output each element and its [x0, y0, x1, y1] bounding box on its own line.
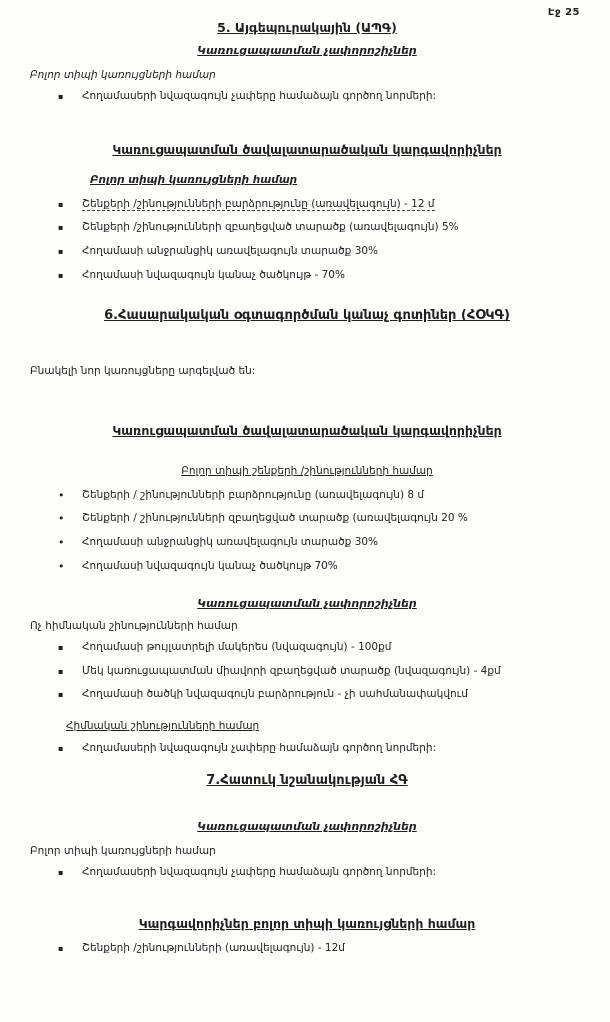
- list-item-text: Շենքերի /շինությունների բարձրությունը (առավելագույն) - 12 մ: [82, 197, 435, 210]
- list-item: • Շենքերի / շինությունների զբաղեցված տարածք (առավելագույն 20 %: [58, 512, 584, 526]
- section-7-regulators-list: [58, 942, 584, 956]
- list-item: ▪ Հողամասի ծածկի նվազագույն բարձրություն - չի սահմանափակվում: [58, 688, 584, 702]
- list-item: ▪ Հողամասի թույլատրելի մակերես (նվազագույն) - 100քմ: [58, 641, 584, 655]
- list-item: ▪ Հողամասերի նվազագույն չափերը համաձայն գործող նորմերի:: [58, 742, 584, 756]
- section-6-title: 6.Հասարակական օգտագործման կանաչ գոտիներ (ՀՕԿԳ): [104, 308, 510, 324]
- section-5-all-types-label: Բոլոր տիպի կառույցների համար: [30, 68, 216, 81]
- section-6-volumetric-heading: Կառուցապատման ծավալատարածական կարգավորիչներ: [112, 422, 502, 438]
- section-5-volumetric-heading: Կառուցապատման ծավալատարածական կարգավորիչներ: [112, 141, 502, 157]
- list-item: ▪ Շենքերի /շինությունների զբաղեցված տարածք (առավելագույն) 5%: [58, 221, 584, 235]
- section-5-criteria-list: [58, 90, 584, 104]
- section-7-all-types-label: Բոլոր տիպի կառույցների համար: [30, 844, 216, 857]
- section-7-criteria-list: [58, 866, 584, 880]
- section-7-regulators-heading: Կարգավորիչներ բոլոր տիպի կառույցների համար: [138, 915, 476, 931]
- section-7-criteria-heading: Կառուցապատման չափորոշիչներ: [197, 820, 417, 834]
- list-item: ▪ Շենքերի /շինությունների (առավելագույն) - 12մ: [58, 942, 584, 956]
- section-6-volumetric-sublabel: Բոլոր տիպի շենքերի /շինությունների համար: [181, 465, 433, 478]
- page-number: Էջ 25: [547, 7, 580, 18]
- list-item: [58, 198, 584, 212]
- section-5-volumetric-sublabel: Բոլոր տիպի կառույցների համար: [90, 174, 298, 187]
- list-item: ▪ Հողամասի նվազագույն կանաչ ծածկույթ - 70%: [58, 269, 584, 283]
- section-6-criteria-heading: Կառուցապատման չափորոշիչներ: [197, 597, 417, 611]
- section-5-volumetric-list: [58, 198, 584, 283]
- section-7-title: 7.Հատուկ նշանակության ՀԳ: [206, 773, 408, 789]
- section-5-title: 5. Այգեպուրակային (ԱՊԳ): [217, 20, 397, 35]
- section-6-primary-label: Հիմնական շինությունների համար: [66, 720, 260, 733]
- list-item: • Հողամասի անջրանցիկ առավելագույն տարածք 30%: [58, 536, 584, 550]
- list-item: ▪ Հողամասերի նվազագույն չափերը համաձայն գործող նորմերի:: [58, 866, 584, 880]
- section-6-volumetric-list: [58, 489, 584, 574]
- section-6-intro: Բնակելի նոր կառույցները արգելված են:: [30, 365, 256, 378]
- list-item: • Հողամասի նվազագույն կանաչ ծածկույթ 70%: [58, 560, 584, 574]
- list-item: ▪ Հողամասերի նվազագույն չափերը համաձայն գործող նորմերի:: [58, 90, 584, 104]
- section-6-secondary-list: [58, 641, 584, 702]
- section-5-criteria-heading: Կառուցապատման չափորոշիչներ: [197, 44, 417, 58]
- section-6-primary-list: [58, 742, 584, 756]
- list-item: • Շենքերի / շինությունների բարձրությունը (առավելագույն) 8 մ: [58, 489, 584, 503]
- section-6-secondary-label: Ոչ հիմնական շինությունների համար: [30, 619, 238, 632]
- list-item: ▪ Մեկ կառուցապատման միավորի զբաղեցված տարածք (նվազագույն) - 4քմ: [58, 665, 584, 679]
- list-item: ▪ Հողամասի անջրանցիկ առավելագույն տարածք 30%: [58, 245, 584, 259]
